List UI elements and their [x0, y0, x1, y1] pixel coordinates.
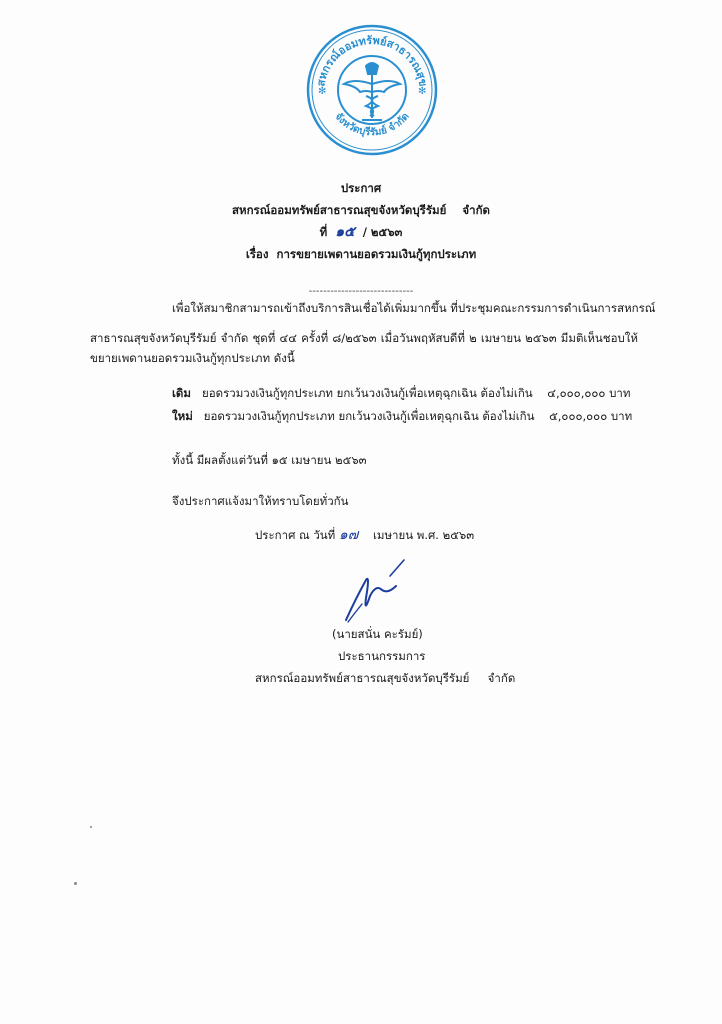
organization-name: สหกรณ์ออมทรัพย์สาธารณสุขจังหวัดบุรีรัมย์	[231, 203, 447, 217]
seal-top-text: สหกรณ์ออมทรัพย์สาธารณสุข	[314, 33, 430, 88]
new-label: ใหม่	[172, 409, 193, 423]
old-amount: ๔,๐๐๐,๐๐๐ บาท	[547, 386, 631, 400]
signer-organization	[255, 670, 515, 686]
scan-speck	[90, 826, 92, 828]
svg-text:✻: ✻	[318, 86, 327, 97]
signer-position: ประธานกรรมการ	[338, 649, 426, 663]
announcement-number	[0, 224, 722, 240]
old-label: เดิม	[172, 386, 191, 400]
subject-text: การขยายเพดานยอดรวมเงินกู้ทุกประเภท	[276, 247, 477, 261]
emblem-icon	[344, 63, 400, 120]
paragraph-line-3: ขยายเพดานยอดรวมเงินกู้ทุกประเภท ดังนี้	[90, 351, 295, 365]
cooperative-seal	[304, 22, 440, 158]
subject-label: เรื่อง	[245, 247, 269, 261]
new-limit-row	[172, 408, 632, 424]
organization-suffix: จำกัด	[462, 203, 491, 217]
new-text: ยอดรวมวงเงินกู้ทุกประเภท ยกเว้นวงเงินกู้เพื่อเหตุฉุกเฉิน ต้องไม่เกิน	[203, 409, 535, 423]
signer-organization-name: สหกรณ์ออมทรัพย์สาธารณสุขจังหวัดบุรีรัมย์	[255, 671, 470, 685]
handwritten-signature	[336, 558, 416, 628]
closing-text: จึงประกาศแจ้งมาให้ทราบโดยทั่วกัน	[172, 494, 349, 508]
number-label: ที่	[319, 225, 328, 239]
old-text: ยอดรวมวงเงินกู้ทุกประเภท ยกเว้นวงเงินกู้เพื่อเหตุฉุกเฉิน ต้องไม่เกิน	[201, 386, 533, 400]
dateline-suffix: เมษายน พ.ศ. ๒๕๖๓	[372, 528, 475, 542]
new-amount: ๕,๐๐๐,๐๐๐ บาท	[549, 409, 633, 423]
organization-heading	[0, 202, 722, 218]
scan-speck	[74, 882, 77, 885]
effective-date: ทั้งนี้ มีผลตั้งแต่วันที่ ๑๕ เมษายน ๒๕๖๓	[172, 453, 367, 467]
subject-line	[0, 246, 722, 262]
announcement-title: ประกาศ	[340, 181, 382, 195]
seal-bottom-text: จังหวัดบุรีรัมย์ จำกัด	[332, 111, 412, 139]
number-year: / ๒๕๖๓	[362, 225, 403, 239]
paragraph-line-2: สาธารณสุขจังหวัดบุรีรัมย์ จำกัด ชุดที่ ๔๔ ครั้งที่ ๘/๒๕๖๓ เมื่อวันพฤหัสบดีที่ ๒ เมษายน ๒๕๖๓ มีมติเห็นชอบให้	[90, 331, 638, 345]
old-limit-row	[172, 385, 630, 401]
svg-text:✻: ✻	[418, 86, 427, 97]
number-handwritten: ๑๕	[335, 224, 355, 240]
dateline-prefix: ประกาศ ณ วันที่	[255, 528, 336, 542]
dateline-day: ๑๗	[338, 527, 359, 543]
dateline	[255, 527, 474, 543]
paragraph-line-1: เพื่อให้สมาชิกสามารถเข้าถึงบริการสินเชื่อได้เพิ่มมากขึ้น ที่ประชุมคณะกรรมการดำเนินการสหกรณ์	[172, 301, 656, 315]
signer-name: (นายสนั่น คะรัมย์)	[332, 627, 423, 641]
divider: -----------------------------	[308, 286, 414, 297]
signer-organization-suffix: จำกัด	[487, 671, 516, 685]
